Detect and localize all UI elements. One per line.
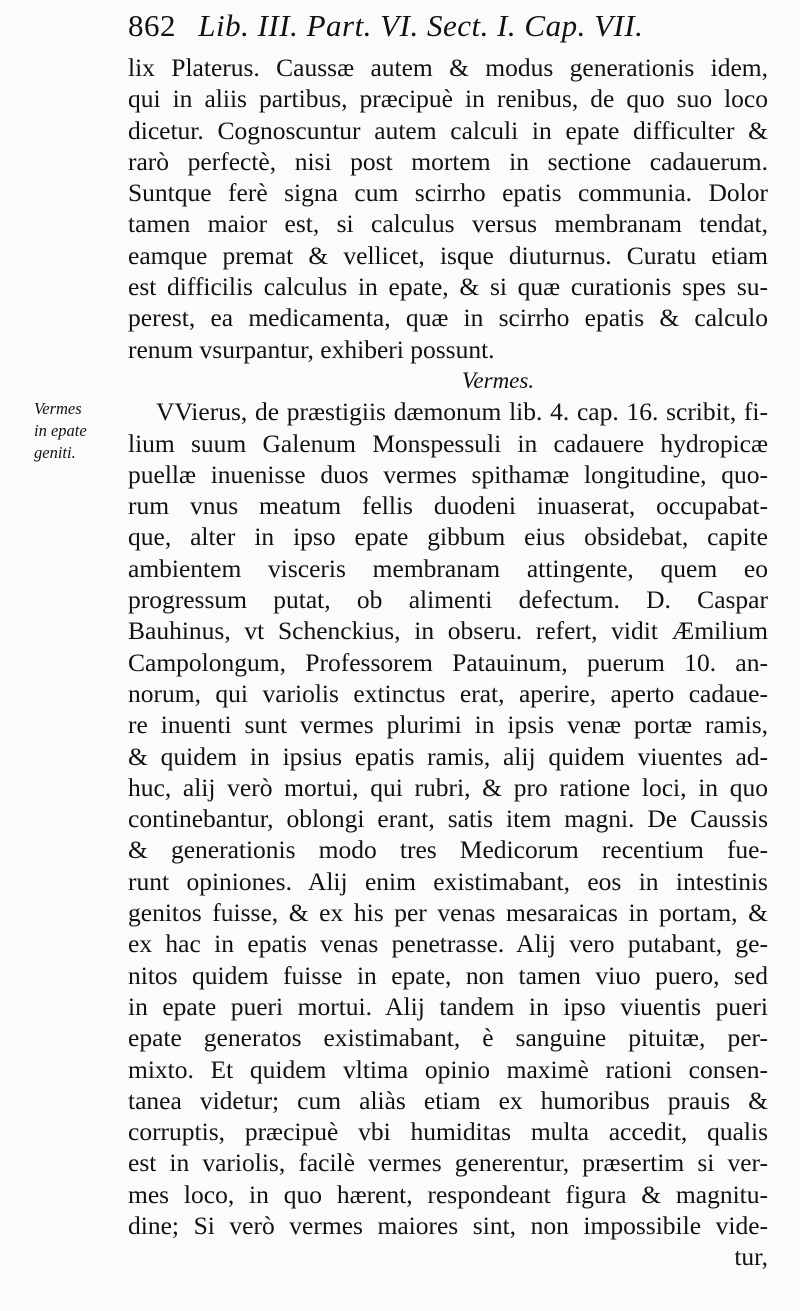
text-line: genitos fuisse, & ex his per venas mesaraicas in portam, & [128, 898, 768, 928]
text-line: & generationis modo tres Medicorum recentium fue- [128, 835, 768, 865]
text-line: mixto. Et quidem vltima opinio maximè rationi consen- [128, 1054, 768, 1084]
running-header [128, 8, 768, 48]
text-line: Bauhinus, vt Schenckius, in obseru. refert, vidit Æmilium [128, 616, 768, 646]
margin-note-line: Vermes [34, 399, 82, 418]
margin-note-line: in epate [34, 421, 87, 440]
text-line: continebantur, oblongi erant, satis item magni. De Caussis [128, 804, 768, 834]
text-line: eamque premat & vellicet, isque diuturnus. Curatu etiam [128, 240, 768, 270]
text-line: nitos quidem fuisse in epate, non tamen viuo puero, sed [128, 960, 768, 990]
text-line: rarò perfectè, nisi post mortem in sectione cadauerum. [128, 146, 768, 176]
text-line: dicetur. Cognoscuntur autem calculi in epate difficulter & [128, 115, 768, 145]
main-text [128, 52, 768, 1273]
text-line: renum vsurpantur, exhiberi possunt. [128, 334, 495, 364]
text-line: est difficilis calculus in epate, & si quæ curationis spes su- [128, 272, 768, 302]
text-line: tamen maior est, si calculus versus membranam tendat, [128, 209, 768, 239]
text-line: lix Platerus. Caussæ autem & modus generationis idem, [128, 53, 768, 82]
text-line: VVierus, de præstigiis dæmonum lib. 4. cap. 16. scribit, fi- [156, 397, 768, 427]
text-line: corruptis, præcipuè vbi humiditas multa accedit, qualis [128, 1117, 768, 1147]
text-line: progressum putat, ob alimenti defectum. D. Caspar [128, 585, 768, 615]
section-heading: Vermes. [461, 367, 535, 393]
text-line: & quidem in ipsius epatis ramis, alij quidem viuentes ad- [128, 741, 768, 771]
margin-note [34, 398, 124, 464]
page-number: 862 [128, 8, 176, 43]
text-line: tanea videtur; cum aliàs etiam ex humoribus prauis & [128, 1085, 768, 1115]
running-title: Lib. III. Part. VI. Sect. I. Cap. VII. [198, 8, 644, 43]
text-line: puellæ inuenisse duos vermes spithamæ longitudine, quo- [128, 459, 768, 489]
text-line: in epate pueri mortui. Alij tandem in ipso viuentis pueri [128, 991, 768, 1021]
text-line: Suntque ferè signa cum scirrho epatis communia. Dolor [128, 178, 768, 208]
text-line: ex hac in epatis venas penetrasse. Alij vero putabant, ge- [128, 929, 768, 959]
text-line: norum, qui variolis extinctus erat, aperire, aperto cadaue- [128, 678, 768, 708]
text-line: est in variolis, facilè vermes generentur, præsertim si ver- [128, 1148, 768, 1178]
text-line: huc, alij verò mortui, qui rubri, & pro ratione loci, in quo [128, 772, 768, 802]
text-line: ambientem visceris membranam attingente, quem eo [128, 553, 768, 583]
text-line: perest, ea medicamenta, quæ in scirrho epatis & calculo [128, 303, 768, 333]
catchword: tur, [734, 1242, 768, 1272]
text-line: Campolongum, Professorem Patauinum, puerum 10. an- [128, 647, 768, 677]
text-line: dine; Si verò vermes maiores sint, non impossibile vide- [128, 1210, 768, 1240]
text-line: que, alter in ipso epate gibbum eius obsidebat, capite [128, 522, 768, 552]
text-line: mes loco, in quo hærent, respondeant figura & magnitu- [128, 1179, 768, 1209]
margin-note-line: geniti. [34, 443, 76, 462]
text-line: re inuenti sunt vermes plurimi in ipsis venæ portæ ramis, [128, 710, 768, 740]
text-line: runt opiniones. Alij enim existimabant, eos in intestinis [128, 866, 768, 896]
text-line: lium suum Galenum Monspessuli in cadauere hydropicæ [128, 428, 768, 458]
text-line: qui in aliis partibus, præcipuè in renibus, de quo suo loco [128, 84, 768, 114]
text-line: epate generatos existimabant, è sanguine pituitæ, per- [128, 1023, 768, 1053]
text-line: rum vnus meatum fellis duodeni inuaserat, occupabat- [128, 491, 768, 521]
